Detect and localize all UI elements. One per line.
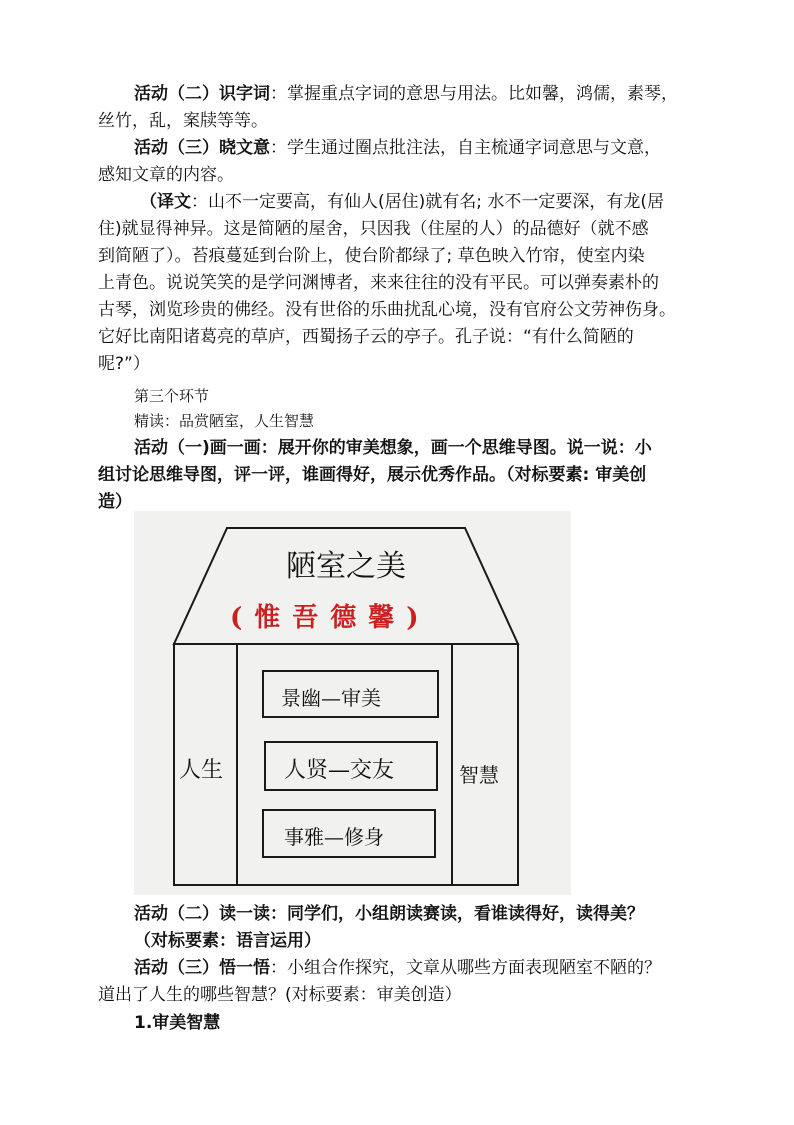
translation-line5: 古琴，浏览珍贵的佛经。没有世俗的乐曲扰乱心境，没有官府公文劳神伤身。: [98, 300, 676, 320]
translation-line6: 它好比南阳诸葛亮的草庐，西蜀扬子云的亭子。孔子说：“有什么简陋的: [98, 327, 634, 347]
item-label-2: 人贤—交友: [284, 758, 395, 783]
roof-subtitle: (惟吾德馨): [230, 603, 431, 633]
translation-text-0: ：山不一定要高，有仙人(居住)就有名; 水不一定要深，有龙(居: [191, 192, 665, 212]
roof-title: 陋室之美: [286, 549, 406, 584]
left-label: 人生: [179, 758, 224, 783]
item-label-1: 景幽—审美: [281, 686, 381, 710]
translation-lead: （译文: [140, 192, 191, 212]
section3-heading: 第三个环节: [134, 387, 210, 405]
para2-text-a: ：学生通过圈点批注法，自主梳通字词意思与文意，: [270, 138, 661, 158]
para1-line1: [134, 81, 734, 108]
point1-heading: 1.审美智慧: [134, 1013, 221, 1033]
translation-line7: 呢?”）: [98, 354, 150, 374]
item-label-3: 事雅—修身: [284, 825, 384, 849]
para2-lead: 活动（三）晓文意: [134, 138, 270, 158]
translation-line4: 上青色。说说笑笑的是学问渊博者，来来往往的没有平民。可以弹奏素朴的: [98, 273, 659, 293]
mind-map-figure: [134, 511, 571, 895]
activity2-text: ：同学们，小组朗读赛读，看谁读得好，读得美？: [270, 904, 644, 924]
translation-line2: 住)就显得神异。这是简陋的屋舍，只因我（住屋的人）的品德好（就不感: [98, 219, 649, 239]
para1-text-b: 丝竹，乱，案牍等等。: [98, 111, 268, 131]
para2-line1: [134, 135, 734, 162]
para2-line2: [98, 162, 698, 189]
activity2-lead: 活动（二）读一读: [134, 904, 270, 924]
activity2-note: （对标要素：语言运用）: [134, 931, 321, 951]
activity3-text: ：小组合作探究，文章从哪些方面表现陋室不陋的？: [270, 958, 661, 978]
translation-line1: [140, 189, 740, 216]
translation-line3: 到简陋了）。苔痕蔓延到台阶上，使台阶都绿了; 草色映入竹帘，使室内染: [98, 246, 645, 266]
activity1-line3: 造）: [98, 492, 132, 512]
para1-line2: [98, 108, 698, 135]
activity3-line1: [134, 955, 734, 982]
activity1-line2: 组讨论思维导图，评一评，谁画得好，展示优秀作品。（对标要素: 审美创: [98, 465, 647, 485]
section3-subheading: 精读：品赏陋室，人生智慧: [134, 412, 315, 430]
activity1-line1: 活动（一)画一画：展开你的审美想象，画一个思维导图。说一说：小: [134, 438, 652, 458]
activity3-lead: 活动（三）悟一悟: [134, 958, 270, 978]
para1-lead: 活动（二）识字词: [134, 84, 270, 104]
right-label: 智慧: [459, 763, 499, 787]
activity3-line2: 道出了人生的哪些智慧？(对标要素：审美创造）: [98, 985, 462, 1005]
activity2-line1: [134, 901, 734, 928]
para2-text-b: 感知文章的内容。: [98, 165, 234, 185]
para1-text-a: ：掌握重点字词的意思与用法。比如馨，鸿儒，素琴，: [270, 84, 678, 104]
